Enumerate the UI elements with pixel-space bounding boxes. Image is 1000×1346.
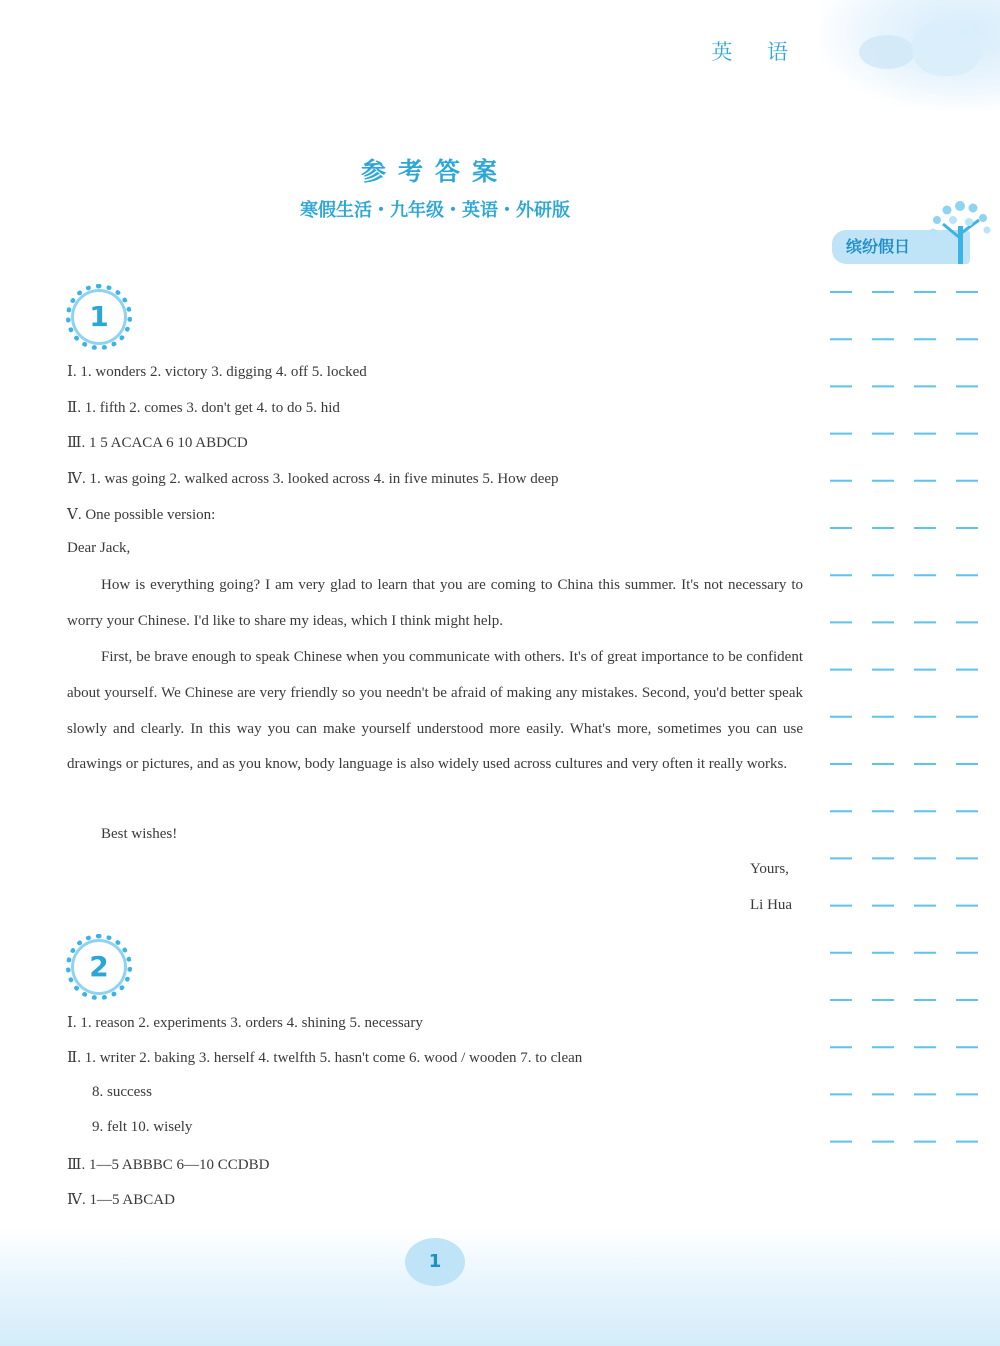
answer-line: Ⅲ. 1 5 ACACA 6 10 ABDCD <box>67 435 248 451</box>
page-title: 参考答案 <box>360 157 509 186</box>
answer-line: Ⅱ. 1. writer 2. baking 3. herself 4. twelfth 5. hasn't come 6. wood / wooden 7. to clean <box>67 1050 583 1066</box>
cloud-decoration <box>859 35 915 69</box>
letter-greeting: Dear Jack, <box>67 540 131 556</box>
answer-line: Ⅲ. 1—5 ABBBC 6—10 CCDBD <box>67 1157 270 1173</box>
section-number-badge: 2 <box>66 934 132 1000</box>
answer-line: Ⅳ. 1—5 ABCAD <box>67 1192 175 1208</box>
answer-line: Ⅴ. One possible version: <box>67 507 216 523</box>
letter-paragraph: How is everything going? I am very glad to learn that you are coming to China this summer. It's not necessary to worry your Chinese. I'd like to share my ideas, which I think might help. <box>67 577 803 629</box>
letter-signature: Li Hua <box>750 897 793 913</box>
letter-sign-off: Yours, <box>750 861 789 877</box>
answer-line: Ⅰ. 1. reason 2. experiments 3. orders 4. shining 5. necessary <box>67 1015 423 1031</box>
note-lines <box>828 288 1000 1148</box>
footer-band <box>0 1228 1000 1346</box>
subject-label: 英 语 <box>711 40 802 64</box>
answer-line: Ⅱ. 1. fifth 2. comes 3. don't get 4. to do 5. hid <box>67 400 340 416</box>
section-number-badge: 1 <box>66 284 132 350</box>
letter-closing: Best wishes! <box>101 826 178 842</box>
side-tag: 缤纷假日 <box>832 230 970 264</box>
answer-line: 9. felt 10. wisely <box>92 1119 193 1135</box>
page-subtitle: 寒假生活・九年级・英语・外研版 <box>300 200 570 221</box>
answer-line: Ⅳ. 1. was going 2. walked across 3. looked across 4. in five minutes 5. How deep <box>67 471 559 487</box>
answer-line: Ⅰ. 1. wonders 2. victory 3. digging 4. off 5. locked <box>67 364 367 380</box>
page-number: 1 <box>405 1238 465 1286</box>
tree-icon <box>925 196 995 266</box>
letter-paragraph: First, be brave enough to speak Chinese when you communicate with others. It's of great importance to be confident about yourself. We Chinese are very friendly so you needn't be afraid of making any mistakes. Second, you'd better speak slowly and clearly. In this way you can make yourself understood more easily. What's more, sometimes you can use drawings or pictures, and as you know, body language is also widely used across cultures and very often it really works. <box>67 649 803 773</box>
flower-decoration <box>912 20 982 76</box>
answer-line: 8. success <box>92 1084 152 1100</box>
